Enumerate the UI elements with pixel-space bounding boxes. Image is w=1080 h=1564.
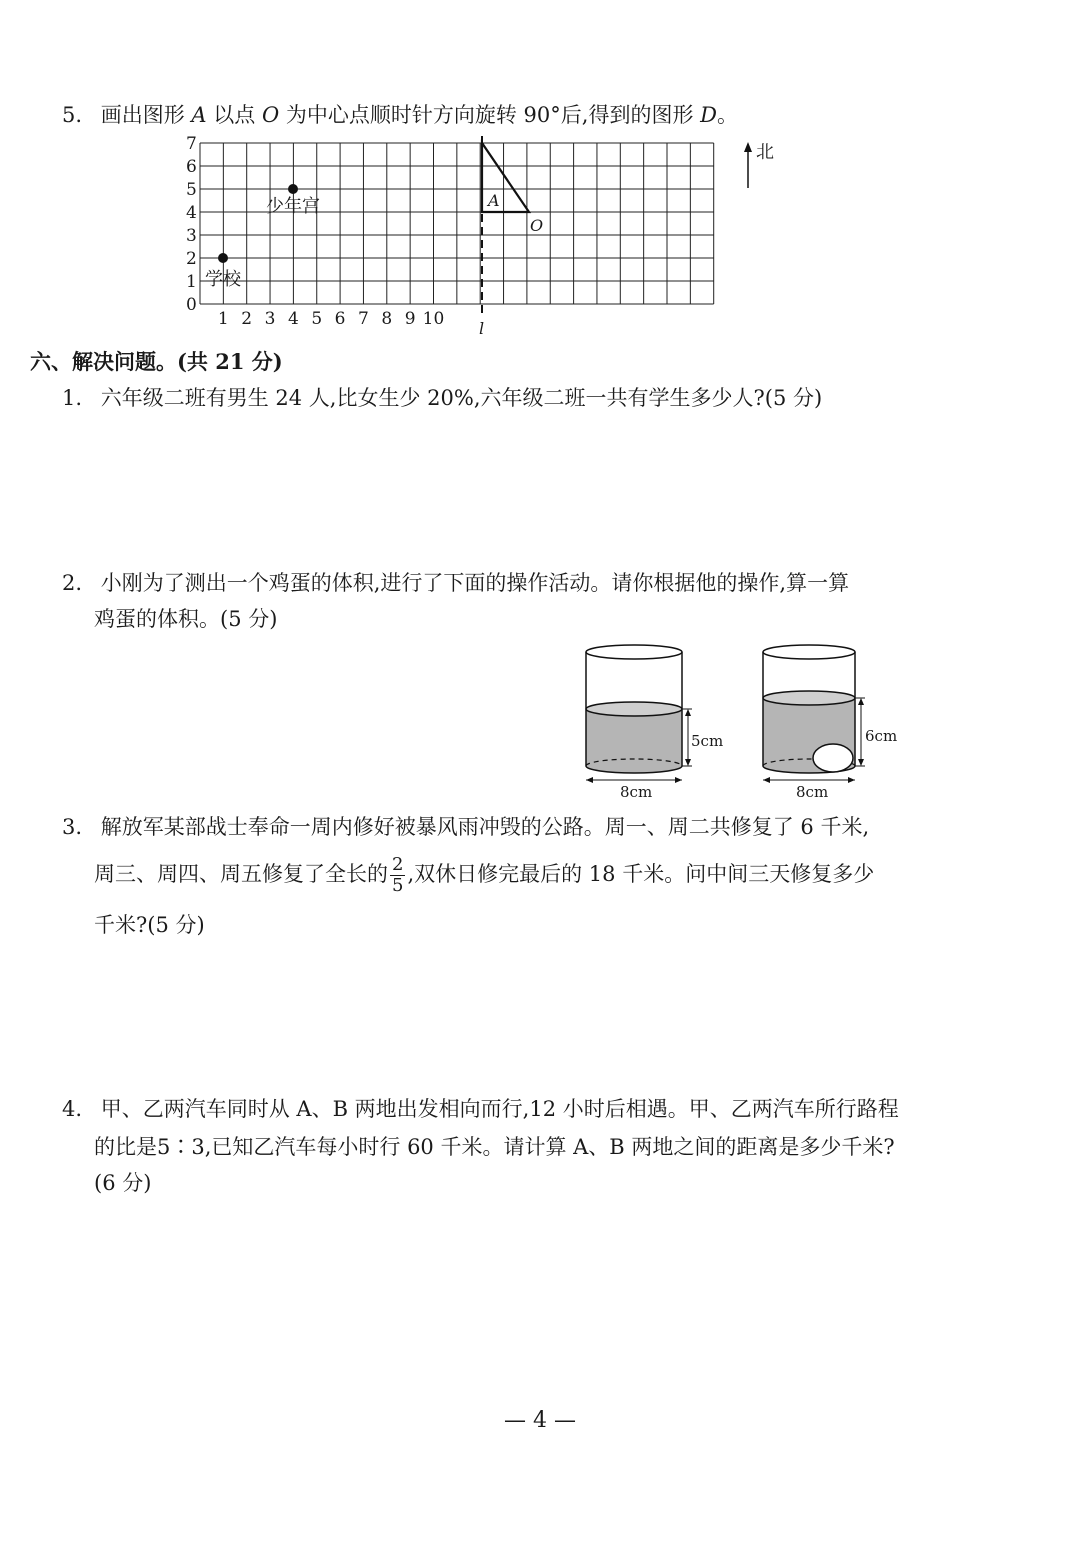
question-5: [62, 100, 738, 130]
x-tick-label: 3: [264, 309, 276, 329]
problem-number: 4.: [62, 1097, 83, 1121]
fraction-denominator: 5: [392, 875, 404, 896]
problem-text-line: 甲、乙两汽车同时从 A、B 两地出发相向而行,12 小时后相遇。甲、乙两汽车所行路程: [100, 1097, 899, 1121]
north-label: 北: [756, 142, 774, 163]
problem-text-line: 解放军某部战士奉命一周内修好被暴风雨冲毁的公路。周一、周二共修复了 6 千米,: [100, 815, 870, 839]
cylinder-2-width: 8cm: [796, 783, 829, 801]
point-o-label: O: [530, 216, 544, 235]
youth-palace-point: [288, 184, 298, 194]
x-tick-label: 1: [217, 309, 229, 329]
grid-figure: [180, 136, 780, 341]
cylinder-1-width: 8cm: [620, 783, 653, 801]
problem-text-line: 的比是5∶3,已知乙汽车每小时行 60 千米。请计算 A、B 两地之间的距离是多少千米?: [94, 1135, 895, 1159]
question-text-part: 为中心点顺时针方向旋转 90°后,得到的图形: [285, 103, 694, 127]
school-label: 学校: [205, 269, 241, 290]
page-number: — 4 —: [504, 1408, 576, 1433]
fraction: [390, 855, 405, 896]
cylinder-2: [763, 645, 897, 801]
problem-text-line: 千米?(5 分): [94, 913, 205, 937]
problem-text-line: [94, 855, 874, 896]
problem-number: 1.: [62, 386, 83, 410]
x-tick-label: 5: [311, 309, 323, 329]
shape-a-label: A: [488, 191, 500, 210]
problem-3: [62, 812, 869, 842]
problem-number: 3.: [62, 815, 83, 839]
x-tick-label: 10: [422, 309, 445, 329]
x-tick-label: 4: [287, 309, 299, 329]
section-title: 六、解决问题。(共 21 分): [30, 349, 283, 374]
point-o-ref: O: [261, 103, 280, 127]
question-text-part: 画出图形: [100, 103, 185, 127]
problem-number: 2.: [62, 571, 83, 595]
x-tick-label: 9: [404, 309, 416, 329]
problem-text-part: ,双休日修完最后的 18 千米。问中间三天修复多少: [407, 862, 875, 886]
x-tick-label: 7: [358, 309, 369, 329]
y-tick-label: 3: [186, 226, 197, 246]
egg-shape: [813, 744, 853, 772]
line-l-label: l: [479, 319, 485, 338]
y-tick-label: 0: [186, 295, 197, 315]
y-tick-label: 7: [186, 136, 197, 154]
north-arrow-icon: [744, 142, 752, 152]
y-tick-label: 6: [186, 157, 197, 177]
y-tick-label: 5: [186, 180, 197, 200]
youth-palace-label: 少年宫: [266, 196, 320, 217]
problem-text-line: 鸡蛋的体积。(5 分): [94, 607, 278, 631]
x-tick-label: 8: [381, 309, 393, 329]
cylinder-1: [586, 645, 723, 801]
problem-1: [62, 383, 822, 413]
problem-text-part: 周三、周四、周五修复了全长的: [94, 862, 388, 886]
question-text-part: 。: [716, 103, 738, 127]
y-tick-label: 2: [186, 249, 197, 269]
shape-d-ref: D: [700, 103, 717, 127]
cylinder-1-height: 5cm: [691, 732, 724, 750]
x-tick-label: 6: [334, 309, 346, 329]
y-tick-label: 4: [186, 203, 197, 223]
fraction-numerator: 2: [392, 854, 404, 875]
grid-lines: [200, 143, 714, 304]
shape-a-ref: A: [191, 103, 207, 127]
x-axis-ticks: [218, 309, 444, 329]
cylinders-figure: [578, 640, 908, 805]
school-point: [218, 253, 228, 263]
y-tick-label: 1: [186, 272, 197, 292]
question-number: 5.: [62, 103, 83, 127]
problem-4: [62, 1094, 899, 1124]
problem-text: 六年级二班有男生 24 人,比女生少 20%,六年级二班一共有学生多少人?(5 分): [100, 386, 823, 410]
problem-2: [62, 568, 849, 598]
question-text-part: 以点: [213, 103, 256, 127]
cylinder-2-height: 6cm: [865, 727, 898, 745]
problem-text-line: (6 分): [94, 1171, 152, 1195]
y-axis-ticks: [186, 136, 197, 315]
problem-text-line: 小刚为了测出一个鸡蛋的体积,进行了下面的操作活动。请你根据他的操作,算一算: [100, 571, 850, 595]
x-tick-label: 2: [241, 309, 253, 329]
